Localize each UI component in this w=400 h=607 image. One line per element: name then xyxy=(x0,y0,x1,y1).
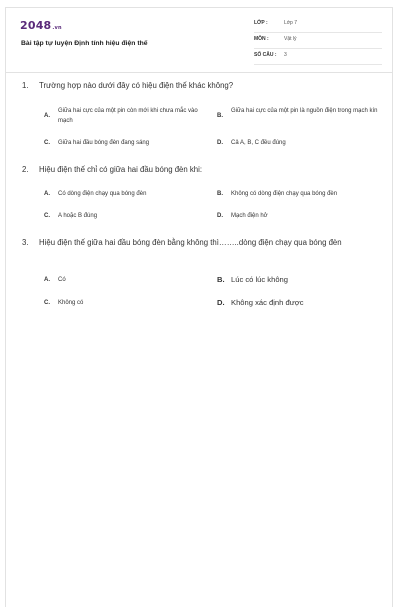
meta-grade-label: LỚP : xyxy=(254,20,268,26)
meta-question-count-label: SỐ CÂU : xyxy=(254,52,277,58)
option-text: Cả A, B, C đều đúng xyxy=(231,140,286,146)
meta-subject-value: Vật lý xyxy=(284,36,297,42)
site-logo[interactable] xyxy=(20,19,62,32)
option-key: A. xyxy=(44,277,50,283)
option-3d[interactable] xyxy=(217,297,387,309)
option-1b[interactable] xyxy=(217,106,387,128)
question-number: 2. xyxy=(22,165,29,174)
option-key: B. xyxy=(217,275,225,284)
option-1d[interactable] xyxy=(217,138,387,150)
option-text: Không có xyxy=(58,300,84,306)
option-text: Có xyxy=(58,277,66,283)
option-key: C. xyxy=(44,300,50,306)
option-key: B. xyxy=(217,191,223,197)
option-text: Giữa hai cực của một pin là nguồn điện trong mạch kín xyxy=(231,108,378,114)
question-number: 3. xyxy=(22,238,29,247)
question-text: Trường hợp nào dưới đây có hiệu điện thế khác không? xyxy=(39,81,234,90)
option-text: Lúc có lúc không xyxy=(231,275,288,284)
option-key: D. xyxy=(217,213,223,219)
question-text: Hiệu điện thế chỉ có giữa hai đầu bóng đèn khi: xyxy=(39,165,203,174)
option-key: D. xyxy=(217,298,225,307)
worksheet-title: Bài tập tự luyện Định tính hiệu điện thế xyxy=(21,40,148,47)
logo-tld: .vn xyxy=(52,25,62,31)
option-key: B. xyxy=(217,113,223,119)
option-2b[interactable] xyxy=(217,189,387,201)
question-number: 1. xyxy=(22,81,29,90)
option-key: A. xyxy=(44,113,50,119)
option-key: D. xyxy=(217,140,223,146)
meta-subject xyxy=(254,32,382,49)
option-text: Không có dòng điện chạy qua bóng đèn xyxy=(231,191,338,197)
meta-question-count-value: 3 xyxy=(284,52,287,58)
option-2c[interactable] xyxy=(44,211,214,223)
option-3a[interactable] xyxy=(44,275,214,287)
option-text: Có dòng điện chạy qua bóng đèn xyxy=(58,191,147,197)
meta-question-count xyxy=(254,48,382,65)
meta-grade-value: Lớp 7 xyxy=(284,20,298,26)
option-text: Không xác định được xyxy=(231,298,304,307)
logo-main: 2048 xyxy=(20,19,52,32)
option-1c[interactable] xyxy=(44,138,214,150)
option-key: C. xyxy=(44,140,50,146)
option-text: A hoặc B đúng xyxy=(58,213,98,219)
question-text: Hiệu điện thế giữa hai đầu bóng đèn bằng không thì……..dòng điện chạy qua bóng đèn xyxy=(39,238,342,247)
worksheet-header xyxy=(6,8,392,72)
worksheet-page xyxy=(5,7,393,607)
option-key: A. xyxy=(44,191,50,197)
meta-grade xyxy=(254,16,382,33)
option-2d[interactable] xyxy=(217,211,387,223)
meta-subject-label: MÔN : xyxy=(254,36,269,42)
option-text: Giữa hai đầu bóng đèn đang sáng xyxy=(58,140,150,146)
option-text: Giữa hai cực của một pin còn mới khi chưa mắc vào mạch xyxy=(58,108,198,124)
option-3c[interactable] xyxy=(44,298,214,310)
option-key: C. xyxy=(44,213,50,219)
option-1a[interactable] xyxy=(44,106,214,128)
option-2a[interactable] xyxy=(44,189,214,201)
header-divider xyxy=(6,72,392,73)
option-text: Mạch điện hở xyxy=(231,213,268,219)
option-3b[interactable] xyxy=(217,274,387,286)
